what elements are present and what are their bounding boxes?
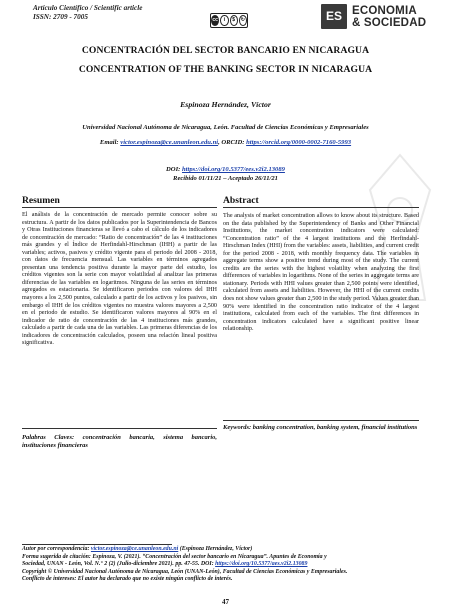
correspondence-label: Autor por correspondencia: — [22, 546, 90, 552]
email-label: Email: — [99, 139, 119, 146]
affiliation: Universidad Nacional Autónoma de Nicaragua, León. Facultad de Ciencias Económicas y Empresariales — [82, 124, 369, 131]
palabras-claves-text: concentración bancaria, sistema bancario, instituciones financieras — [22, 434, 217, 449]
palabras-claves-label: Palabras Claves: — [22, 434, 75, 441]
correspondence-email-link[interactable]: victor.espinoza@ce.unanleon.edu.ni — [90, 546, 179, 552]
by-icon: i — [220, 15, 228, 26]
doi-link[interactable]: https://doi.org/10.5377/ees.v2i2.13089 — [182, 166, 285, 173]
abstract-keywords-divider — [223, 420, 419, 421]
abstract-keywords — [223, 424, 419, 432]
correspondence-name: (Espinoza Hernández, Víctor) — [179, 546, 253, 552]
journal-logo-text — [352, 5, 426, 29]
sa-icon: ↻ — [239, 15, 247, 26]
doi-label: DOI: — [166, 166, 181, 173]
journal-name-line1: ECONOMIA — [352, 5, 417, 17]
resumen-heading: Resumen — [22, 195, 60, 206]
citation-text: Espinoza, V. (2021). “Concentración del sector bancario en Nicaragua”. — [92, 553, 269, 560]
citation-journal: Apuntes de Economía y — [269, 553, 327, 560]
journal-logo-icon: ES — [321, 4, 347, 29]
copyright-line: Copyright © Universidad Nacional Autónoma de Nicaragua, León (UNAN-León), Facultad de Ciencias Económicas y Empresariales. — [22, 568, 348, 575]
keywords-label: Keywords: — [223, 424, 252, 431]
issn: ISSN: 2709 - 7005 — [33, 12, 88, 21]
cc-icon: cc — [211, 15, 219, 26]
keywords-text: banking concentration, banking system, financial institutions — [252, 424, 418, 431]
citation-doi-link[interactable]: https://doi.org/10.5377/aes.v2i2.13089 — [215, 561, 308, 568]
footnote-divider — [22, 544, 172, 545]
title-spanish: CONCENTRACIÓN DEL SECTOR BANCARIO EN NICARAGUA — [81, 45, 370, 56]
orcid-link[interactable]: https://orcid.org/0000-0002-7160-5993 — [246, 139, 352, 146]
author-name: Espinoza Hernández, Víctor — [180, 100, 271, 109]
resumen-keywords-divider — [22, 428, 217, 429]
abstract-heading: Abstract — [223, 195, 259, 206]
cc-license-badge[interactable] — [210, 13, 248, 28]
correspondence-line — [22, 546, 432, 554]
resumen-body: El análisis de la concentración de mercado permite conocer sobre su estructura. A partir de los datos publicados por la Superintendencia de Bancos y Otras Instituciones financieras se llevó a cabo el cálculo de los indicadores de concentración de mercado: “Ratio de concentración” de las 4 instituciones más grandes y el Índice de Herfindahl-Hirschman (IHH) a partir de las variables; activos, pasivos y crédito vigente para el periodo del 2008 - 2018, con datos de frecuencia mensual. Las variables en términos agregados presentan una tendencia positiva durante la mayor parte del estudio, los créditos vigentes son la serie con mayor volatilidad al analizar las primeras diferencias de las variables en logaritmos. Ninguna de las series en términos agregados es estacionaria. Se identificaron periodos con valores del IHH mayores a los 2,500 puntos, calculado a partir de los activos y los pasivos, sin embargo el IHH de los créditos vigentes no muestra valores mayores a 2,500 en el periodo de estudio. Se identificaron valores mayores al 90% en el indicador de ratio de concentración de las 4 instituciones más grandes, calculado a partir de cada una de las variables. Las primeras diferencias de los indicadores de concentración calculados, poseen una relación lineal positiva significativa. — [22, 212, 217, 347]
conflict-of-interest-line: Conflicto de intereses: El autor ha declarado que no existe ningún conflicto de interés. — [22, 576, 233, 583]
journal-name-line2: & SOCIEDAD — [352, 17, 427, 29]
received-accepted-dates: Recibido 01/11/21 – Aceptado 26/11/21 — [173, 175, 278, 182]
resumen-divider — [22, 207, 217, 208]
journal-header-info — [33, 4, 142, 21]
page-number: 47 — [222, 598, 229, 606]
orcid-label: , ORCID: — [218, 139, 245, 146]
resumen-keywords — [22, 434, 217, 450]
abstract-divider — [223, 207, 419, 208]
citation-line-2 — [22, 561, 432, 569]
citation-label: Forma sugerida de citación: — [22, 553, 91, 560]
footnote-block — [22, 546, 432, 584]
article-type: Artículo Científico / Scientific article — [33, 4, 143, 12]
title-english: CONCENTRATION OF THE BANKING SECTOR IN NICARAGUA — [78, 64, 373, 75]
contact-line — [0, 139, 451, 146]
nc-icon: $ — [230, 15, 238, 26]
citation-details: Sociedad, UNAN - León, Vol. N.° 2 (2) (Julio-diciembre 2021). pp. 47-55. DOI: — [22, 561, 214, 568]
author-email-link[interactable]: victor.espinoza@ce.unanleon.edu.ni — [120, 139, 219, 146]
abstract-body: The analysis of market concentration allows to know about its structure. Based on the data published by the Superintendency of Banks and Other Financial Institutions, the market concentration indicators were calculated: “Concentration ratio” of the 4 largest institutions and the Herfindahl-Hirschman Index (HHI) from the variables: assets, liabilities, and current credit for the period 2008 - 2018, with monthly frequency data. The variables in aggregate terms show a positive trend during most of the study. The current credits are the series with the highest volatility when analyzing the first differences of variables in logarithms. None of the series in aggregate terms are stationary. Periods with HHI values greater than 2,500 points were identified, calculated from assets and liabilities. However, the HHI of the current credits does not show values greater than 2,500 in the study period. Values greater than 90% were identified in the concentration ratio indicator of the 4 largest institutions, calculated from each of the variables. The first differences in concentration indicators calculated have a significant positive linear relationship. — [223, 213, 419, 333]
